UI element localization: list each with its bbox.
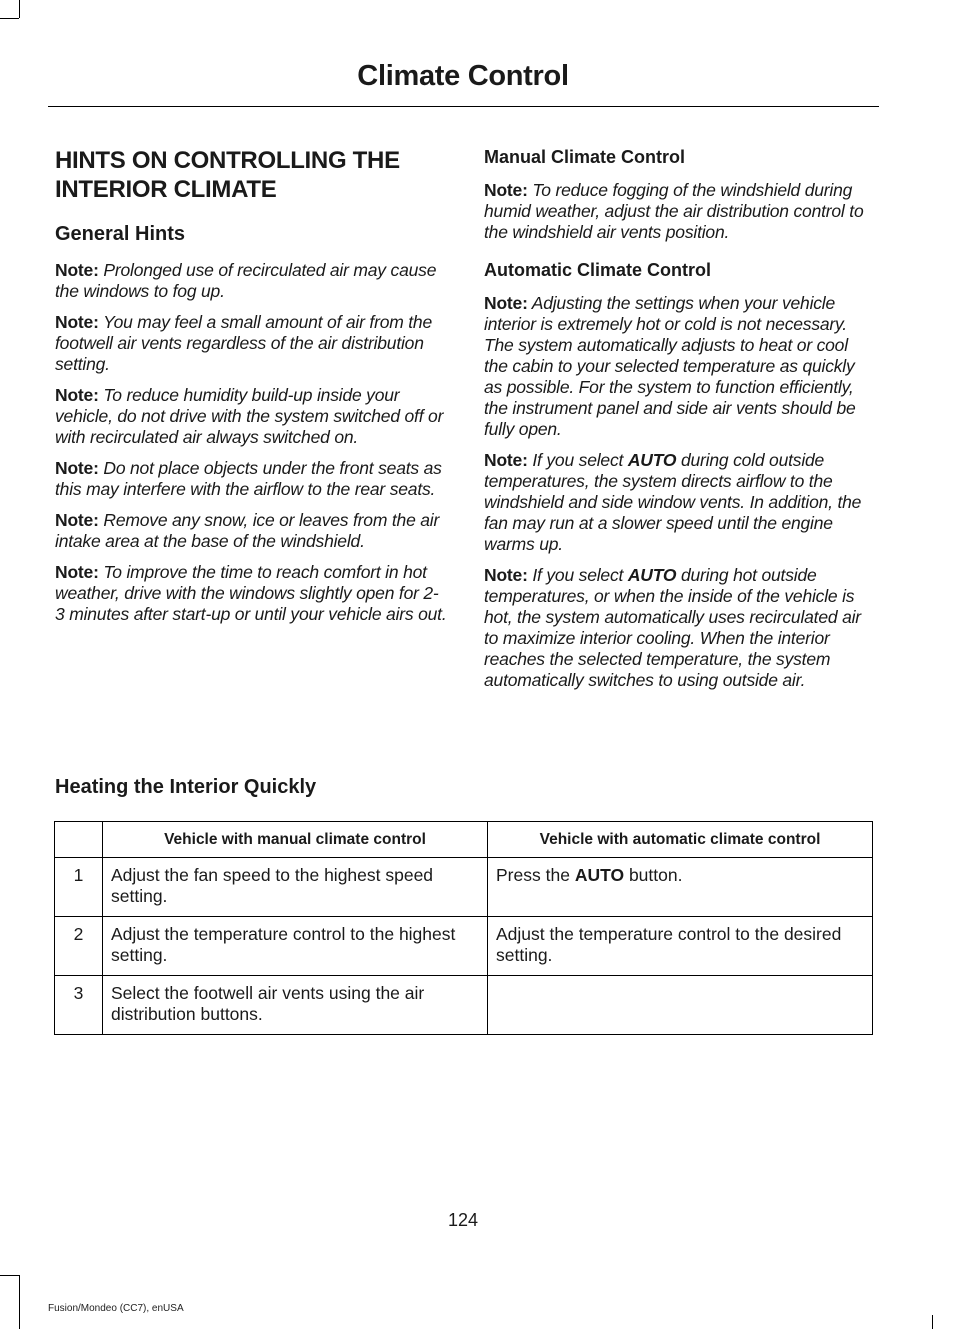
note-paragraph	[55, 510, 447, 552]
table-header-cell: Vehicle with automatic climate control	[488, 822, 873, 858]
note-label: Note:	[484, 565, 528, 585]
auto-keyword: AUTO	[574, 865, 625, 885]
table-header-row	[55, 822, 873, 858]
note-paragraph	[55, 562, 447, 625]
note-text-pre: If you select	[532, 450, 624, 470]
crop-mark	[19, 1275, 20, 1329]
step-number: 1	[55, 858, 103, 917]
crop-mark	[19, 0, 20, 18]
note-paragraph	[484, 293, 876, 440]
step-number: 3	[55, 976, 103, 1035]
table-row	[55, 858, 873, 917]
note-text-post: during hot outside temperatures, or when the inside of the vehicle is hot, the system automatically uses recirculated air to maximize interior cooling. When the interior reaches the selected temperature, the system automatically switches to using outside air.	[484, 565, 861, 690]
note-paragraph	[55, 458, 447, 500]
auto-step	[488, 976, 873, 1035]
document-id: Fusion/Mondeo (CC7), enUSA	[48, 1303, 184, 1314]
auto-step-post: button.	[628, 865, 683, 885]
right-column	[484, 146, 876, 701]
note-paragraph	[484, 565, 876, 691]
crop-mark	[0, 18, 19, 19]
note-text: You may feel a small amount of air from the footwell air vents regardless of the air distribution setting.	[55, 312, 432, 374]
manual-step: Adjust the temperature control to the highest setting.	[103, 917, 488, 976]
page-number: 124	[447, 1210, 479, 1230]
auto-step	[488, 858, 873, 917]
auto-keyword: AUTO	[627, 450, 677, 470]
auto-step-pre: Press the	[496, 865, 570, 885]
note-label: Note:	[55, 385, 99, 405]
manual-climate-title: Manual Climate Control	[484, 147, 686, 167]
note-label: Note:	[55, 562, 99, 582]
note-label: Note:	[484, 293, 528, 313]
crop-mark	[932, 1315, 933, 1329]
note-label: Note:	[55, 458, 99, 478]
left-column	[55, 146, 447, 635]
note-paragraph	[55, 385, 447, 448]
note-label: Note:	[55, 510, 99, 530]
note-label: Note:	[484, 450, 528, 470]
note-text: Do not place objects under the front seats as this may interfere with the airflow to the rear seats.	[55, 458, 442, 499]
header-rule	[48, 106, 879, 107]
section-title: HINTS ON CONTROLLING THE INTERIOR CLIMATE	[55, 147, 400, 203]
note-paragraph	[55, 312, 447, 375]
note-paragraph	[484, 180, 876, 243]
manual-step: Select the footwell air vents using the air distribution buttons.	[103, 976, 488, 1035]
note-text-post: during cold outside temperatures, the system directs airflow to the windshield and side window vents. In addition, the fan may run at a slower speed until the engine warms up.	[484, 450, 862, 554]
note-text-pre: If you select	[532, 565, 624, 585]
crop-mark	[0, 1275, 19, 1276]
auto-step: Adjust the temperature control to the desired setting.	[488, 917, 873, 976]
table-row	[55, 976, 873, 1035]
note-text: To reduce fogging of the windshield during humid weather, adjust the air distribution control to the windshield air vents position.	[484, 180, 864, 242]
general-hints-title: General Hints	[55, 223, 186, 245]
note-text: Adjusting the settings when your vehicle interior is extremely hot or cold is not necessary. The system automatically adjusts to heat or cool the cabin to your selected temperature as quickly as possible. For the system to function efficiently, the instrument panel and side air vents should be fully open.	[484, 293, 856, 439]
manual-step: Adjust the fan speed to the highest speed setting.	[103, 858, 488, 917]
table-header-cell: Vehicle with manual climate control	[103, 822, 488, 858]
note-label: Note:	[55, 260, 99, 280]
heating-steps-table	[54, 821, 873, 1035]
auto-keyword: AUTO	[627, 565, 677, 585]
note-paragraph	[55, 260, 447, 302]
automatic-climate-title: Automatic Climate Control	[484, 260, 712, 280]
note-label: Note:	[55, 312, 99, 332]
heating-title: Heating the Interior Quickly	[55, 776, 317, 798]
note-paragraph	[484, 450, 876, 555]
note-text: Remove any snow, ice or leaves from the air intake area at the base of the windshield.	[55, 510, 440, 551]
note-text: Prolonged use of recirculated air may cause the windows to fog up.	[55, 260, 437, 301]
table-row	[55, 917, 873, 976]
note-label: Note:	[484, 180, 528, 200]
page-title: Climate Control	[357, 60, 569, 92]
step-number: 2	[55, 917, 103, 976]
note-text: To improve the time to reach comfort in hot weather, drive with the windows slightly open for 2-3 minutes after start-up or until your vehicle airs out.	[55, 562, 447, 624]
table-header-cell	[55, 822, 103, 858]
note-text: To reduce humidity build-up inside your vehicle, do not drive with the system switched off or with recirculated air always switched on.	[55, 385, 444, 447]
